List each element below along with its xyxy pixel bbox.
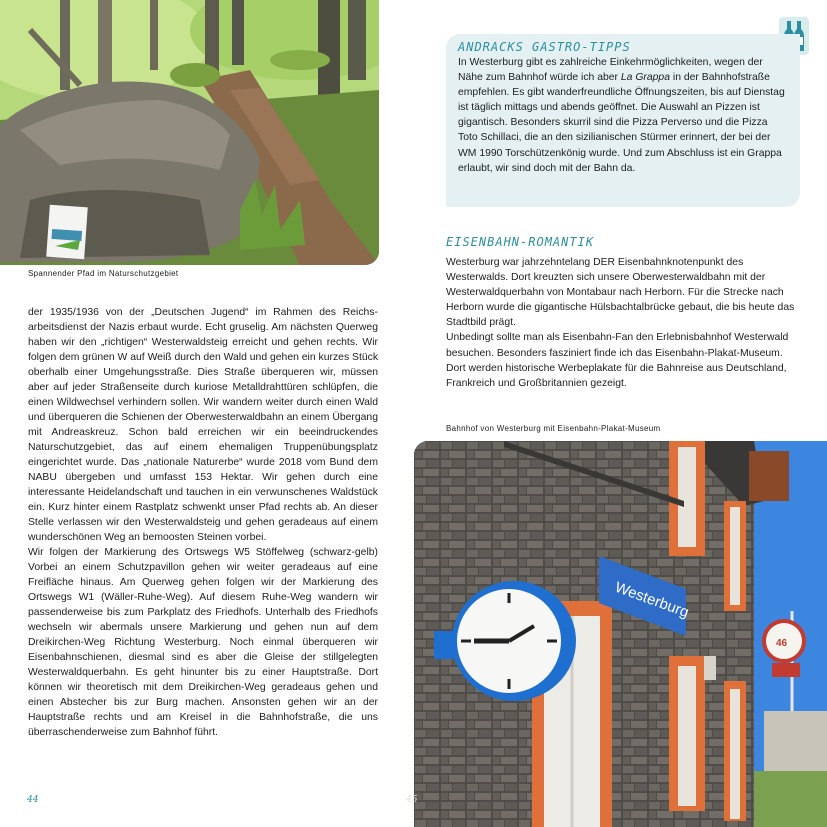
station-building-photo bbox=[414, 441, 827, 827]
section-text bbox=[446, 255, 798, 391]
paragraph: Westerburg war jahrzehntelang DER Eisenbahnknotenpunkt des Westerwalds. Dort kreuzten sich unsere Oberwesterwaldbahn mit der Westerwaldquerbahn von Montabaur nach Herborn. Für die Strecke nach Herborn wurde die gigantische Hülsbachtalbrücke gebaut, die bis heute das Stadtbild prägt. bbox=[446, 257, 795, 329]
page-number: 45 bbox=[406, 795, 418, 805]
round-sign-number: 46 bbox=[776, 638, 788, 649]
station-sign: Westerburg bbox=[612, 578, 692, 622]
tips-box-text: In Westerburg gibt es zahlreiche Einkehrmöglichkeiten, wegen der Nähe zum Bahnhof würde ich aber La Grappa in der Bahnhofstraße empfehlen. Es gibt wanderfreundliche Öffnungszeiten, bis auf Dienstag ist täglich mittags und abends geöffnet. Die Auswahl an Pizzen ist gigantisch. Besonders skurril sind die Pizza Perverso und die Pizza Toto Schillaci, die an den sizilianischen Stürmer erinnert, der bei der WM 1990 Torschützenkönig wurde. Und zum Abschluss ist ein Grappa erlaubt, wir sind doch mit der Bahn da. bbox=[458, 57, 785, 174]
tips-box-title: ANDRACKS GASTRO-TIPPS bbox=[458, 40, 631, 54]
photo-caption: Spannender Pfad im Naturschutzgebiet bbox=[28, 269, 179, 278]
forest-path-photo bbox=[0, 0, 379, 265]
station-clock-icon bbox=[452, 581, 576, 701]
section-heading: EISENBAHN-ROMANTIK bbox=[446, 235, 595, 249]
photo-caption: Bahnhof von Westerburg mit Eisenbahn-Plakat-Museum bbox=[446, 424, 661, 433]
page-number: 44 bbox=[27, 795, 39, 805]
restaurant-name: La Grappa bbox=[620, 72, 670, 84]
body-text bbox=[28, 305, 378, 740]
paragraph: Wir folgen der Markierung des Ortswegs W5 Stöffelweg (schwarz-gelb) Vorbei an einem Schutzpavillon gehen wir weiter geradeaus auf eine Freifläche hinaus. Am Querweg gehen folgen wir der Markierung des Ortswegs W1 (Wäller-Ruhe-Weg). Auf diesem Ruhe-Weg wandern wir passenderweise bis zum Parkplatz des Friedhofs. Unterhalb des Friedhofs wechseln wir abermals unsere Markierung und gehen nun auf dem Dreikirchen-Weg Richtung Westerburg. Noch einmal überqueren wir Eisenbahnschienen, diesmal sind es aber die Gleise der stillgelegten Westerwaldquerbahn. Es geht hinunter bis zu einer Hauptstraße. Dort können wir theoretisch mit dem Dreikirchen-Weg geradeaus gehen und einen Abstecher bis zur Burg machen. Ansonsten gehen wir an der Hauptstraße rechts und am Kreisel in die Bahnhofstraße, die uns überraschenderweise zum Bahnhof führt. bbox=[28, 547, 378, 738]
paragraph: Unbedingt sollte man als Eisenbahn-Fan den Erlebnisbahnhof Westerwald besuchen. Besonders fasziniert finde ich das Eisenbahn-Plakat-Museum. Dort werden historische Werbeplakate für die Bahnreise aus Deutschland, Frankreich und Großbritannien gezeigt. bbox=[446, 332, 789, 389]
paragraph: der 1935/1936 von der „Deutschen Jugend“ im Rahmen des Reichsarbeitsdienst der Nazis erbaut wurde. Echt gruselig. Am nächsten Querweg haben wir den „richtigen“ Westerwaldsteig erreicht und gehen rechts. Wir folgen dem grünen W auf Weiß durch den Wald und gehen ein kurzes Stück oberhalb einer Umgehungsstraße. Dies Straße überqueren wir, müssen aber auf jeder Straßenseite durch kuriose Metalldrahttüren schlüpfen, die einen Wildwechsel verhindern sollen. Wir wandern weiter durch einen Wald und überqueren die Schienen der Oberwesterwaldbahn an einem Übergang mit Andreaskreuz. Schon bald erreichen wir ein beeindruckendes Naturschutzgebiet, das auf einem ehemaligen Truppenübungsplatz eingerichtet wurde. Das „nationale Naturerbe“ wurde 2018 vom Bund dem NABU übergeben und umfasst 153 Hektar. Wir gehen durch eine interessante Heidelandschaft und tauchen in ein verwunschenes Waldstück ein. Kurz hinter einem Rastplatz schwenkt unser Pfad rechts ab. An dieser Stelle verlassen wir den Westerwaldsteig und gehen geradeaus auf einem wunderschönen Weg an bemoosten Steinen vorbei. bbox=[28, 307, 379, 543]
gastro-tips-box bbox=[446, 34, 800, 207]
